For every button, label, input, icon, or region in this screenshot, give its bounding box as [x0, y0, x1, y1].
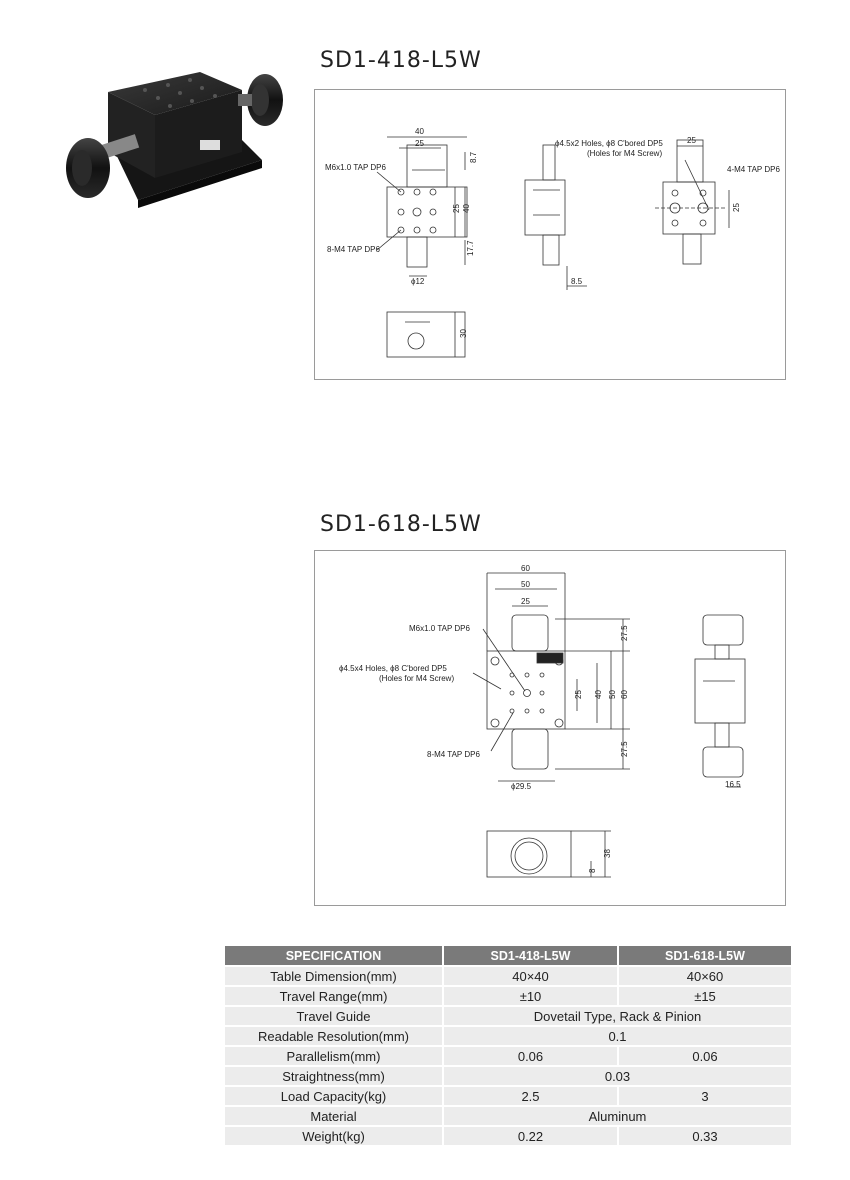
row-value: 0.33	[618, 1126, 791, 1145]
dim-front-h: 30	[459, 329, 468, 338]
dim-front-h: 38	[603, 849, 612, 858]
row-value: Dovetail Type, Rack & Pinion	[443, 1006, 791, 1026]
table-row	[225, 1066, 791, 1086]
dim-bottom-gap: 27.5	[620, 741, 629, 757]
row-label: Load Capacity(kg)	[225, 1086, 443, 1106]
dim-knob-dia: ϕ12	[411, 277, 425, 286]
table-row	[225, 1026, 791, 1046]
row-value: 0.03	[443, 1066, 791, 1086]
row-label: Straightness(mm)	[225, 1066, 443, 1086]
table-row	[225, 966, 791, 986]
dim-w-outer: 40	[415, 127, 424, 136]
callout-center-tap: M6x1.0 TAP DP6	[409, 624, 470, 633]
row-value: 40×40	[443, 966, 618, 986]
row-value: ±15	[618, 986, 791, 1006]
dim-w-outer: 60	[521, 564, 530, 573]
dim-right-w: 25	[687, 136, 696, 145]
row-label: Table Dimension(mm)	[225, 966, 443, 986]
row-value: 3	[618, 1086, 791, 1106]
row-label: Travel Guide	[225, 1006, 443, 1026]
dim-front-base: 8	[588, 868, 597, 873]
dim-knob-dia: ϕ29.5	[511, 782, 532, 791]
table-row	[225, 986, 791, 1006]
dim-h-inner: 25	[452, 204, 461, 213]
technical-drawing-618	[314, 550, 786, 906]
table-header-row	[225, 946, 791, 966]
dim-side-offset: 8.5	[571, 277, 583, 286]
row-label: Travel Range(mm)	[225, 986, 443, 1006]
table-row	[225, 1106, 791, 1126]
dim-side-offset: 16.5	[725, 780, 741, 789]
row-label: Readable Resolution(mm)	[225, 1026, 443, 1046]
callout-holes-note: (Holes for M4 Screw)	[587, 149, 663, 158]
header-specification: SPECIFICATION	[225, 946, 443, 966]
row-value: 0.1	[443, 1026, 791, 1046]
header-model-418: SD1-418-L5W	[443, 946, 618, 966]
row-value: ±10	[443, 986, 618, 1006]
dim-h-outer: 50	[608, 690, 617, 699]
product-photo	[50, 60, 300, 220]
dim-bottom-gap: 17.7	[466, 240, 475, 256]
table-row	[225, 1006, 791, 1026]
callout-right-taps: 4-M4 TAP DP6	[727, 165, 780, 174]
header-model-618: SD1-618-L5W	[618, 946, 791, 966]
row-value: Aluminum	[443, 1106, 791, 1126]
specification-table	[225, 946, 791, 1145]
row-value: 40×60	[618, 966, 791, 986]
row-value: 2.5	[443, 1086, 618, 1106]
dim-top-gap: 8.7	[469, 151, 478, 163]
row-value: 0.06	[443, 1046, 618, 1066]
dim-top-gap: 27.5	[620, 625, 629, 641]
table-row	[225, 1046, 791, 1066]
dim-right-h: 25	[732, 203, 741, 212]
dim-w-mid: 50	[521, 580, 530, 589]
row-value: 0.22	[443, 1126, 618, 1145]
product-title-618: SD1-618-L5W	[320, 512, 482, 537]
dim-h-total: 60	[620, 690, 629, 699]
table-row	[225, 1126, 791, 1145]
technical-drawing-418	[314, 89, 786, 380]
dim-h-outer: 40	[462, 204, 471, 213]
callout-center-tap: M6x1.0 TAP DP6	[325, 163, 386, 172]
dim-h-inner: 25	[574, 690, 583, 699]
callout-side-taps: 8-M4 TAP DP6	[327, 245, 380, 254]
row-label: Weight(kg)	[225, 1126, 443, 1145]
callout-holes: ϕ4.5x2 Holes, ϕ8 C'bored DP5	[555, 139, 663, 148]
row-value: 0.06	[618, 1046, 791, 1066]
dim-w-inner: 25	[415, 139, 424, 148]
callout-holes-note: (Holes for M4 Screw)	[379, 674, 455, 683]
row-label: Parallelism(mm)	[225, 1046, 443, 1066]
dim-w-inner: 25	[521, 597, 530, 606]
table-row	[225, 1086, 791, 1106]
dim-h-mid: 40	[594, 690, 603, 699]
row-label: Material	[225, 1106, 443, 1126]
callout-side-taps: 8-M4 TAP DP6	[427, 750, 480, 759]
callout-holes: ϕ4.5x4 Holes, ϕ8 C'bored DP5	[339, 664, 447, 673]
product-title-418: SD1-418-L5W	[320, 48, 482, 73]
